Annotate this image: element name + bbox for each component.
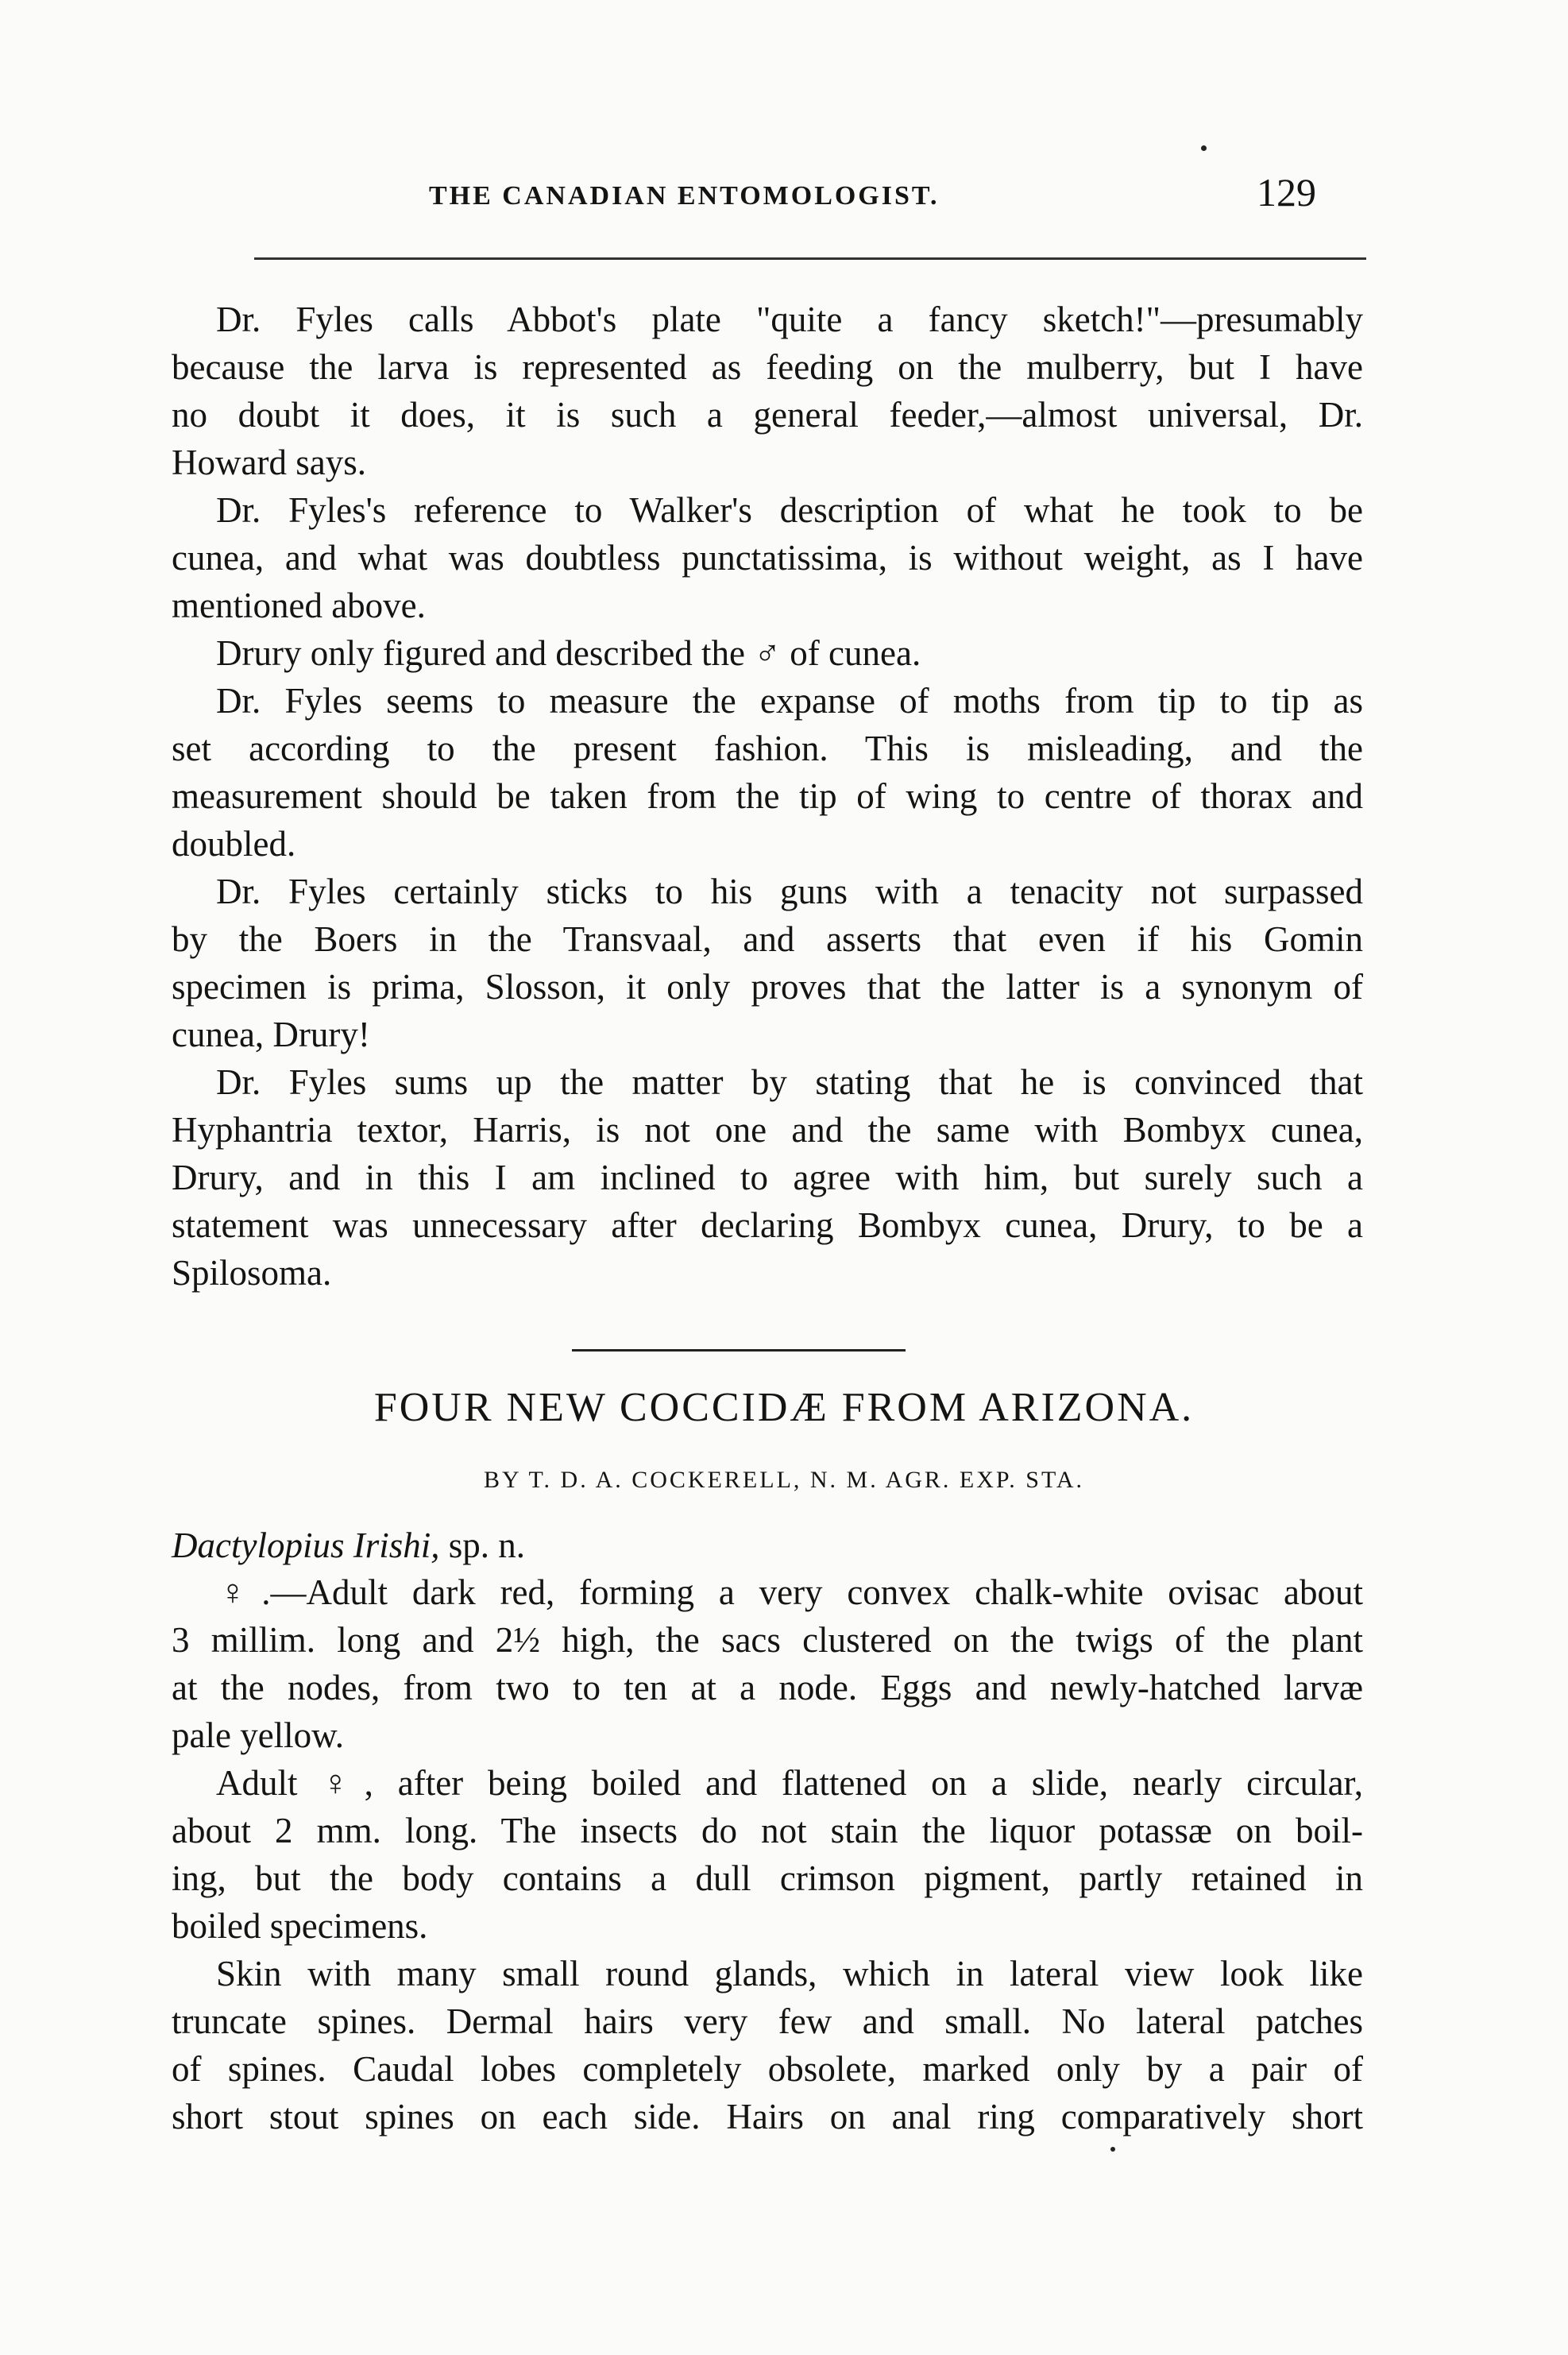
text-line: set according to the present fashion. This is misleading, and the [172,729,1363,768]
text-line: because the larva is represented as feeding on the mulberry, but I have [172,347,1363,387]
text-line: Skin with many small round glands, which in lateral view look like [216,1954,1363,1993]
paragraph [172,486,1363,629]
text-line: no doubt it does, it is such a general feeder,—almost universal, Dr. [172,395,1363,435]
text-line: specimen is prima, Slosson, it only proves that the latter is a synonym of [172,967,1363,1007]
header-rule [254,257,1366,260]
paragraph [172,1568,1363,1759]
text-line: ing, but the body contains a dull crimson pigment, partly retained in [172,1858,1363,1898]
running-head: THE CANADIAN ENTOMOLOGIST. [429,181,940,211]
species-suffix: sp. n. [439,1526,525,1565]
paragraph [172,868,1363,1058]
text-line: pale yellow. [172,1715,345,1755]
text-line: short stout spines on each side. Hairs on anal ring comparatively short [172,2097,1363,2137]
upper-text [172,296,1363,1297]
text-line: by the Boers in the Transvaal, and asserts that even if his Gomin [172,919,1363,959]
text-line: measurement should be taken from the tip of wing to centre of thorax and [172,776,1363,816]
text-line: Dr. Fyles's reference to Walker's description of what he took to be [216,490,1363,530]
text-line: of spines. Caudal lobes completely obsolete, marked only by a pair of [172,2049,1363,2089]
article-byline: BY T. D. A. COCKERELL, N. M. AGR. EXP. STA. [483,1467,1085,1493]
text-line: Hyphantria textor, Harris, is not one and the same with Bombyx cunea, [172,1110,1363,1150]
article-title: FOUR NEW COCCIDÆ FROM ARIZONA. [373,1385,1195,1430]
species-heading [172,1525,525,1566]
paragraph [172,629,1363,677]
article-body [172,1568,1363,2140]
text-line: cunea, Drury! [172,1015,370,1054]
text-line: cunea, and what was doubtless punctatissima, is without weight, as I have [172,538,1363,578]
page-number: 129 [1257,170,1316,215]
text-line: Drury, and in this I am inclined to agree with him, but surely such a [172,1158,1363,1197]
text-line: Dr. Fyles sums up the matter by stating that he is convinced that [216,1062,1363,1102]
text-line: about 2 mm. long. The insects do not stain the liquor potassæ on boil- [172,1811,1363,1850]
text-line: Dr. Fyles seems to measure the expanse of moths from tip to tip as [216,681,1363,721]
text-line: Spilosoma. [172,1253,332,1293]
text-line: Howard says. [172,443,366,482]
text-line: Drury only figured and described the ♂ of cunea. [216,633,921,673]
text-line: Dr. Fyles certainly sticks to his guns with a tenacity not surpassed [216,872,1363,911]
text-line: Dr. Fyles calls Abbot's plate "quite a fancy sketch!"—presumably [216,300,1363,339]
text-line: ♀.—Adult dark red, forming a very convex chalk-white ovisac about [219,1572,1363,1612]
paragraph [172,1950,1363,2140]
text-line: Adult ♀, after being boiled and flattened on a slide, nearly circular, [216,1763,1363,1803]
paragraph [172,677,1363,868]
section-divider [572,1349,906,1352]
text-line: at the nodes, from two to ten at a node. Eggs and newly-hatched larvæ [172,1668,1363,1707]
text-line: boiled specimens. [172,1906,428,1946]
text-line: truncate spines. Dermal hairs very few and small. No lateral patches [172,2001,1363,2041]
text-line: 3 millim. long and 2½ high, the sacs clustered on the twigs of the plant [172,1620,1363,1660]
text-line: statement was unnecessary after declaring Bombyx cunea, Drury, to be a [172,1205,1363,1245]
paragraph [172,1058,1363,1297]
ink-speck [1110,2147,1115,2152]
species-name: Dactylopius Irishi, [172,1526,440,1565]
paragraph [172,1759,1363,1950]
ink-speck [1201,145,1207,151]
paragraph [172,296,1363,486]
text-line: mentioned above. [172,586,426,625]
text-line: doubled. [172,824,296,864]
